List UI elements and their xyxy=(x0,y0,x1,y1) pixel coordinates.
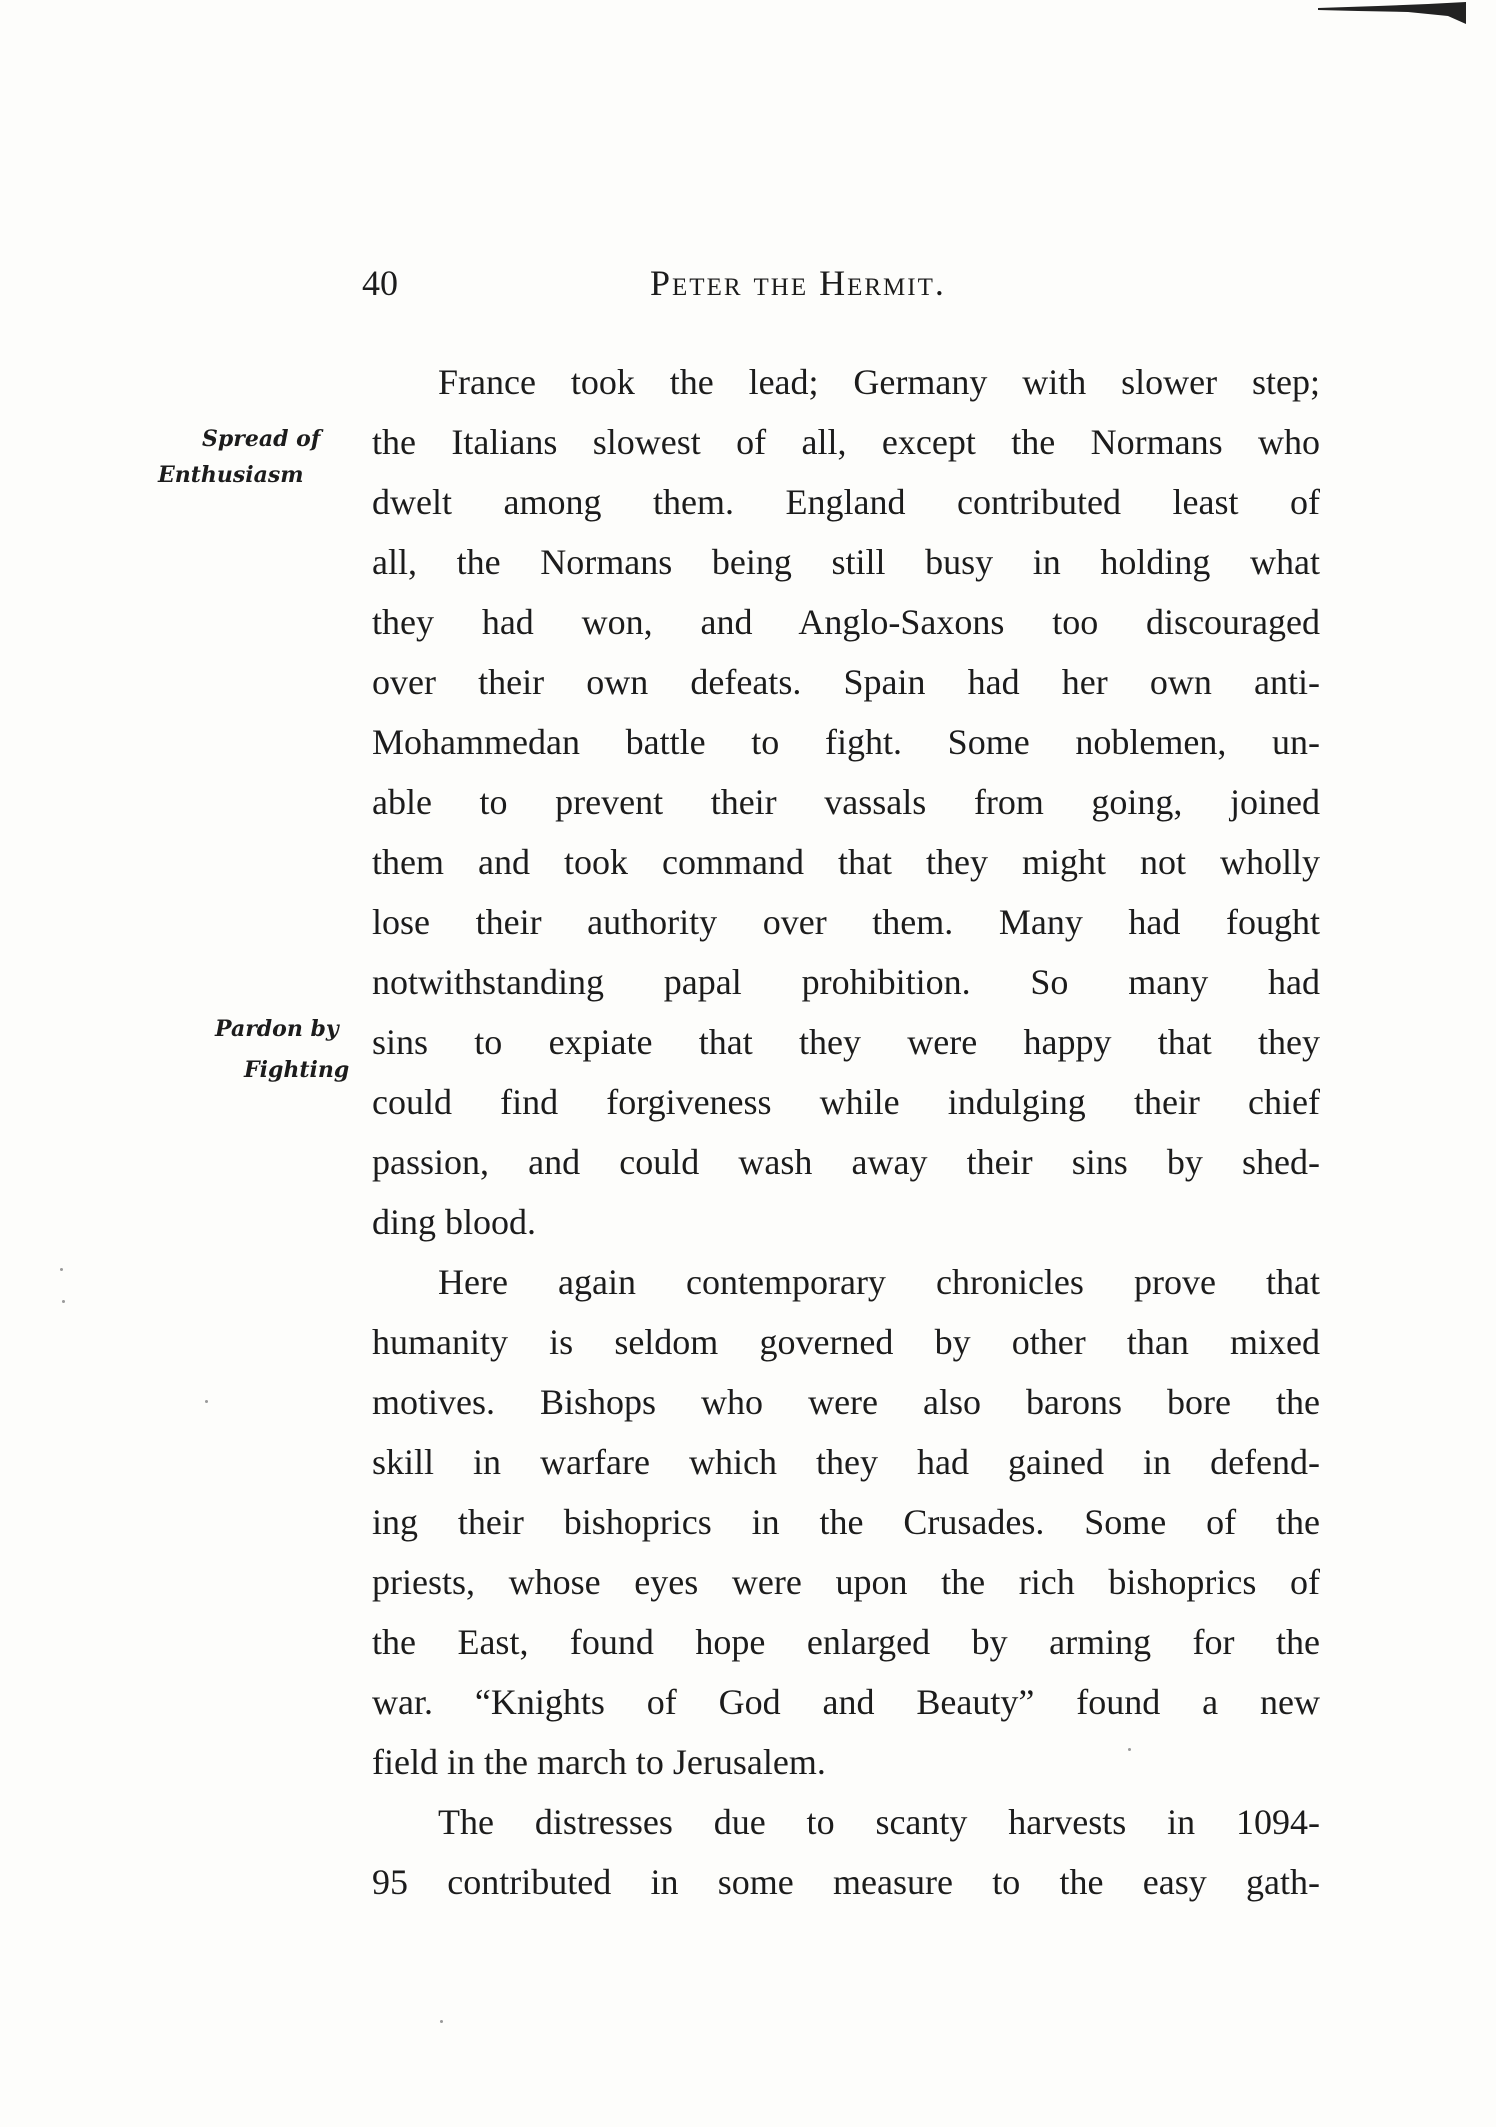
text-line: them and took command that they might not wholly xyxy=(372,842,1320,882)
text-line: field in the march to Jerusalem. xyxy=(372,1742,826,1782)
margin-note-pardon-line-2: Fighting xyxy=(244,1057,350,1083)
text-line: Mohammedan battle to fight. Some noblemen, un- xyxy=(372,722,1320,762)
text-line: notwithstanding papal prohibition. So many had xyxy=(372,962,1320,1002)
page-number: 40 xyxy=(362,263,398,303)
text-line: ing their bishoprics in the Crusades. Some of the xyxy=(372,1502,1320,1542)
scan-edge-mark xyxy=(1318,0,1468,26)
text-line: sins to expiate that they were happy that they xyxy=(372,1022,1320,1062)
text-line: over their own defeats. Spain had her own anti- xyxy=(372,662,1320,702)
text-line: they had won, and Anglo-Saxons too discouraged xyxy=(372,602,1320,642)
margin-note-spread-line-2: Enthusiasm xyxy=(158,462,304,488)
text-line: Here again contemporary chronicles prove that xyxy=(438,1262,1320,1302)
text-line: passion, and could wash away their sins by shed- xyxy=(372,1142,1320,1182)
text-line: dwelt among them. England contributed least of xyxy=(372,482,1320,522)
text-line: 95 contributed in some measure to the easy gath- xyxy=(372,1862,1320,1902)
text-line: motives. Bishops who were also barons bore the xyxy=(372,1382,1320,1422)
running-title: Peter the Hermit. xyxy=(650,263,946,303)
text-line: ding blood. xyxy=(372,1202,537,1242)
running-head xyxy=(358,258,1308,308)
text-line: lose their authority over them. Many had fought xyxy=(372,902,1320,942)
text-line: the East, found hope enlarged by arming for the xyxy=(372,1622,1320,1662)
paper-speck xyxy=(60,1268,63,1271)
text-line: able to prevent their vassals from going, joined xyxy=(372,782,1320,822)
text-line: priests, whose eyes were upon the rich bishoprics of xyxy=(372,1562,1320,1602)
text-line: The distresses due to scanty harvests in 1094- xyxy=(438,1802,1320,1842)
text-line: war. “Knights of God and Beauty” found a new xyxy=(372,1682,1320,1722)
margin-note-pardon-line-1: Pardon by xyxy=(215,1016,339,1042)
paper-speck xyxy=(440,2020,443,2023)
margin-note-spread-line-1: Spread of xyxy=(202,426,321,452)
text-line: France took the lead; Germany with slower step; xyxy=(438,362,1320,402)
text-line: could find forgiveness while indulging their chief xyxy=(372,1082,1320,1122)
paper-speck xyxy=(205,1400,208,1403)
paper-speck xyxy=(1128,1748,1131,1751)
text-line: all, the Normans being still busy in holding what xyxy=(372,542,1320,582)
paper-speck xyxy=(62,1300,65,1303)
text-line: humanity is seldom governed by other than mixed xyxy=(372,1322,1320,1362)
text-line: skill in warfare which they had gained in defend- xyxy=(372,1442,1320,1482)
text-line: the Italians slowest of all, except the Normans who xyxy=(372,422,1320,462)
